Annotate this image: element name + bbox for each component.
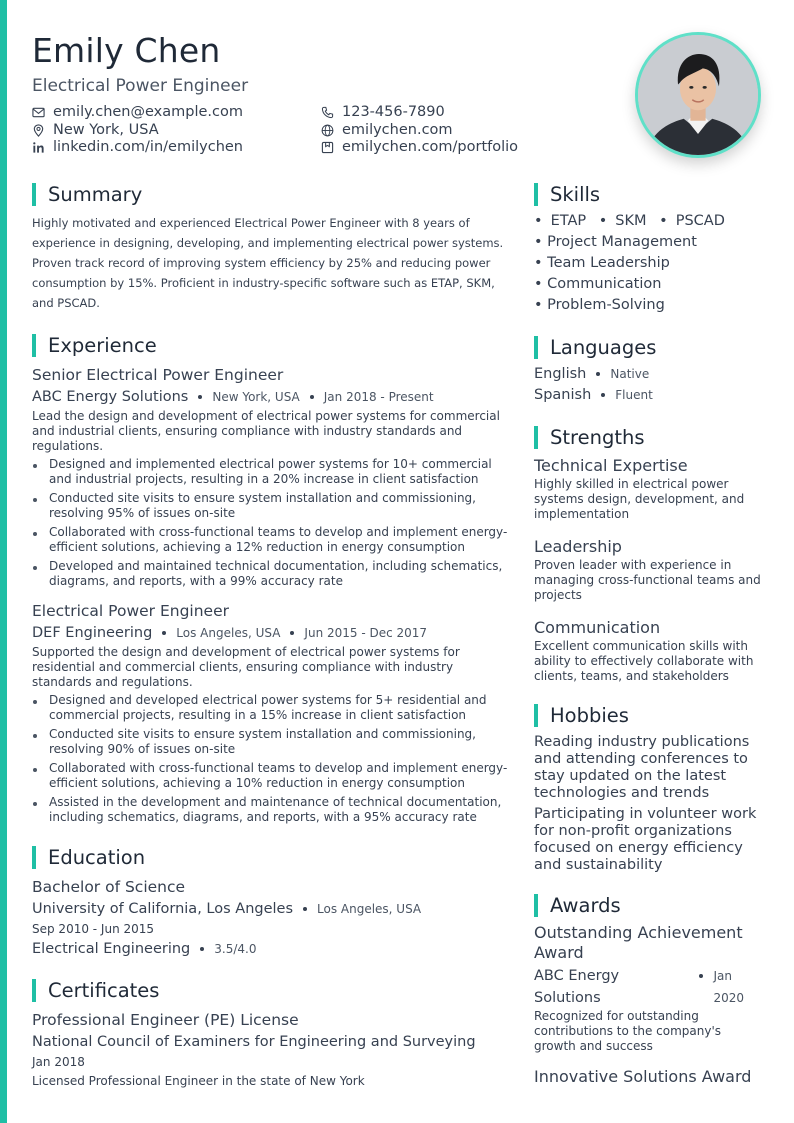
language-item: [534, 385, 766, 406]
portfolio-text: emilychen.com/portfolio: [342, 139, 519, 155]
portfolio-icon: [321, 141, 334, 154]
certificates-heading: [32, 978, 510, 1002]
bullet-item: Collaborated with cross-functional teams to develop and implement energy-efficient solutions, achieving a 10% reduction in energy consumption: [32, 761, 510, 791]
skill-bullet: •: [659, 213, 668, 229]
strength-title: Leadership: [534, 537, 622, 556]
heading-bar: [32, 979, 36, 1002]
award-title: Innovative Solutions Award: [534, 1067, 752, 1086]
job-company: ABC Energy Solutions: [32, 389, 189, 405]
profile-photo: [635, 32, 761, 158]
school: University of California, Los Angeles: [32, 901, 294, 917]
language-item: [534, 364, 766, 385]
heading-bar: [32, 846, 36, 869]
skill-item: Communication: [547, 276, 662, 292]
job-meta: [32, 386, 510, 408]
skills-list: [534, 211, 766, 316]
award-org: ABC Energy Solutions: [534, 968, 620, 1006]
award-description: Recognized for outstanding contributions to the company's growth and success: [534, 1009, 722, 1053]
experience-heading: [32, 333, 510, 357]
job-title: Electrical Power Engineer: [32, 602, 229, 620]
resume-page: [32, 30, 772, 1088]
heading-bar: [534, 704, 538, 727]
job-description: Lead the design and development of electrical power systems for commercial and industrial clients, ensuring compliance with industry standards and regulations.: [32, 409, 500, 453]
strength-description: Proven leader with experience in managing cross-functional teams and projects: [534, 558, 761, 602]
bullet-item: Designed and implemented electrical power systems for 10+ commercial and industrial projects, resulting in a 20% increase in client satisfaction: [32, 457, 510, 487]
award-meta: [534, 965, 766, 1009]
skill-bullet: •: [534, 213, 543, 229]
certificate-entry: [32, 1009, 510, 1091]
linkedin-icon: [32, 141, 45, 154]
education-dates: Sep 2010 - Jun 2015: [32, 922, 155, 936]
job-description: Supported the design and development of electrical power systems for residential and commercial clients, ensuring compliance with industry standards and regulations.: [32, 645, 460, 689]
awards-heading: [534, 893, 766, 917]
strength-item: [534, 536, 766, 603]
languages-heading: [534, 335, 766, 359]
job-dates: Jun 2015 - Dec 2017: [304, 626, 428, 640]
separator-dot: [290, 631, 294, 635]
awards-heading-label: Awards: [550, 893, 621, 917]
contact-portfolio[interactable]: [321, 139, 581, 157]
languages-heading-label: Languages: [550, 335, 657, 359]
globe-icon: [321, 124, 334, 137]
bullet-item: Designed and developed electrical power systems for 5+ residential and commercial projects, resulting in a 15% increase in client satisfaction: [32, 693, 510, 723]
strength-title: Communication: [534, 618, 661, 637]
bullet-item: Collaborated with cross-functional teams to develop and implement energy-efficient solutions, achieving a 12% reduction in energy consumption: [32, 525, 510, 555]
certificate-issuer: National Council of Examiners for Engineering and Surveying: [32, 1034, 476, 1050]
education-heading: [32, 845, 510, 869]
job-title: Senior Electrical Power Engineer: [32, 366, 284, 384]
separator-dot: [699, 974, 703, 978]
bullet-item: Assisted in the development and maintenance of technical documentation, including schematics, diagrams, and reports, with a 95% accuracy rate: [32, 795, 510, 825]
education-entry: [32, 876, 510, 960]
linkedin-text: linkedin.com/in/emilychen: [53, 139, 243, 155]
separator-dot: [198, 395, 202, 399]
heading-bar: [32, 334, 36, 357]
education-heading-label: Education: [48, 845, 146, 869]
skill-line: • Problem-Solving: [534, 297, 665, 313]
skills-row: [534, 211, 766, 232]
hobbies-heading: [534, 703, 766, 727]
certificate-name: Professional Engineer (PE) License: [32, 1011, 299, 1029]
job-entry-1: [32, 364, 510, 589]
awards-list: [534, 923, 766, 1088]
contact-phone[interactable]: [321, 104, 581, 122]
field-of-study: Electrical Engineering: [32, 941, 191, 957]
strength-description: Highly skilled in electrical power systems design, development, and implementation: [534, 477, 745, 521]
contact-location: [32, 122, 321, 140]
strength-title: Technical Expertise: [534, 456, 688, 475]
skill-item: ETAP: [550, 213, 587, 229]
profile-avatar: [638, 35, 758, 155]
certificate-date: Jan 2018: [32, 1055, 85, 1069]
strengths-list: [534, 455, 766, 684]
contact-website[interactable]: [321, 122, 581, 140]
summary-heading-label: Summary: [48, 182, 143, 206]
skill-item: PSCAD: [675, 213, 725, 229]
job-dates: Jan 2018 - Present: [323, 390, 434, 404]
accent-bar: [0, 0, 7, 1123]
strengths-heading: [534, 425, 766, 449]
award-item: [534, 1066, 766, 1088]
award-item: [534, 923, 766, 1054]
job-bullets: [32, 457, 510, 589]
website-text: emilychen.com: [342, 121, 453, 138]
heading-bar: [534, 426, 538, 449]
strengths-heading-label: Strengths: [550, 425, 645, 449]
phone-icon: [321, 106, 334, 119]
job-entry-2: [32, 600, 510, 825]
job-bullets: [32, 693, 510, 825]
separator-dot: [200, 947, 204, 951]
certificate-description: Licensed Professional Engineer in the state of New York: [32, 1074, 365, 1088]
bullet-item: Conducted site visits to ensure system installation and commissioning, resolving 90% of issues on-site: [32, 727, 510, 757]
gpa: 3.5/4.0: [214, 942, 257, 956]
skill-line: • Project Management: [534, 234, 697, 250]
field-meta: [32, 938, 510, 960]
summary-heading: [32, 182, 510, 206]
location-text: New York, USA: [53, 121, 159, 138]
heading-bar: [534, 183, 538, 206]
skill-item: Project Management: [547, 234, 697, 250]
location-icon: [32, 124, 45, 137]
education-meta: [32, 898, 510, 920]
experience-heading-label: Experience: [48, 333, 157, 357]
candidate-name: Emily Chen: [32, 31, 221, 70]
skills-heading: [534, 182, 766, 206]
languages-list: [534, 364, 766, 406]
separator-dot: [303, 907, 307, 911]
left-column: [32, 182, 510, 1091]
contact-linkedin[interactable]: [32, 139, 321, 157]
contact-email[interactable]: [32, 104, 321, 122]
job-company: DEF Engineering: [32, 625, 153, 641]
strength-item: [534, 455, 766, 522]
certificates-heading-label: Certificates: [48, 978, 160, 1002]
hobby-item: Participating in volunteer work for non-profit organizations focused on energy efficiency and sustainability: [534, 806, 757, 873]
language-name: Spanish: [534, 387, 592, 403]
bullet-item: Conducted site visits to ensure system installation and commissioning, resolving 95% of issues on-site: [32, 491, 510, 521]
award-title: Outstanding Achievement Award: [534, 923, 743, 962]
separator-dot: [601, 393, 605, 397]
skills-heading-label: Skills: [550, 182, 601, 206]
degree: Bachelor of Science: [32, 878, 186, 896]
separator-dot: [310, 395, 314, 399]
hobby-item: Reading industry publications and attending conferences to stay updated on the latest technologies and trends: [534, 734, 750, 801]
skill-line: • Team Leadership: [534, 255, 670, 271]
hobbies-list: [534, 734, 766, 874]
skill-item: Team Leadership: [547, 255, 670, 271]
language-level: Fluent: [615, 388, 653, 402]
email-text: emily.chen@example.com: [53, 104, 243, 120]
heading-bar: [534, 336, 538, 359]
right-column: [534, 182, 766, 1088]
heading-bar: [32, 183, 36, 206]
skill-bullet: •: [598, 213, 608, 229]
job-location: Los Angeles, USA: [176, 626, 281, 640]
skill-item: Problem-Solving: [547, 297, 665, 313]
strength-item: [534, 617, 766, 684]
separator-dot: [596, 372, 600, 376]
strength-description: Excellent communication skills with ability to effectively collaborate with clients, teams, and stakeholders: [534, 639, 754, 683]
language-name: English: [534, 366, 587, 382]
mail-icon: [32, 106, 45, 119]
hobbies-heading-label: Hobbies: [550, 703, 629, 727]
phone-text: 123-456-7890: [342, 104, 445, 120]
school-location: Los Angeles, USA: [317, 902, 422, 916]
summary-text: Highly motivated and experienced Electrical Power Engineer with 8 years of experience in designing, developing, and implementing electrical power systems. Proven track record of improving system efficiency by 25% and reducing power consumption by 15%. Proficient in industry-specific software such as ETAP, SKM, and PSCAD.: [32, 216, 504, 310]
job-location: New York, USA: [212, 390, 300, 404]
heading-bar: [534, 894, 538, 917]
award-date: Jan 2020: [713, 969, 744, 1005]
bullet-item: Developed and maintained technical documentation, including schematics, diagrams, and reports, with a 99% accuracy rate: [32, 559, 510, 589]
skill-item: SKM: [615, 213, 647, 229]
language-level: Native: [610, 367, 650, 381]
skill-line: • Communication: [534, 276, 662, 292]
separator-dot: [162, 631, 166, 635]
candidate-title: Electrical Power Engineer: [32, 76, 249, 96]
job-meta: [32, 622, 510, 644]
